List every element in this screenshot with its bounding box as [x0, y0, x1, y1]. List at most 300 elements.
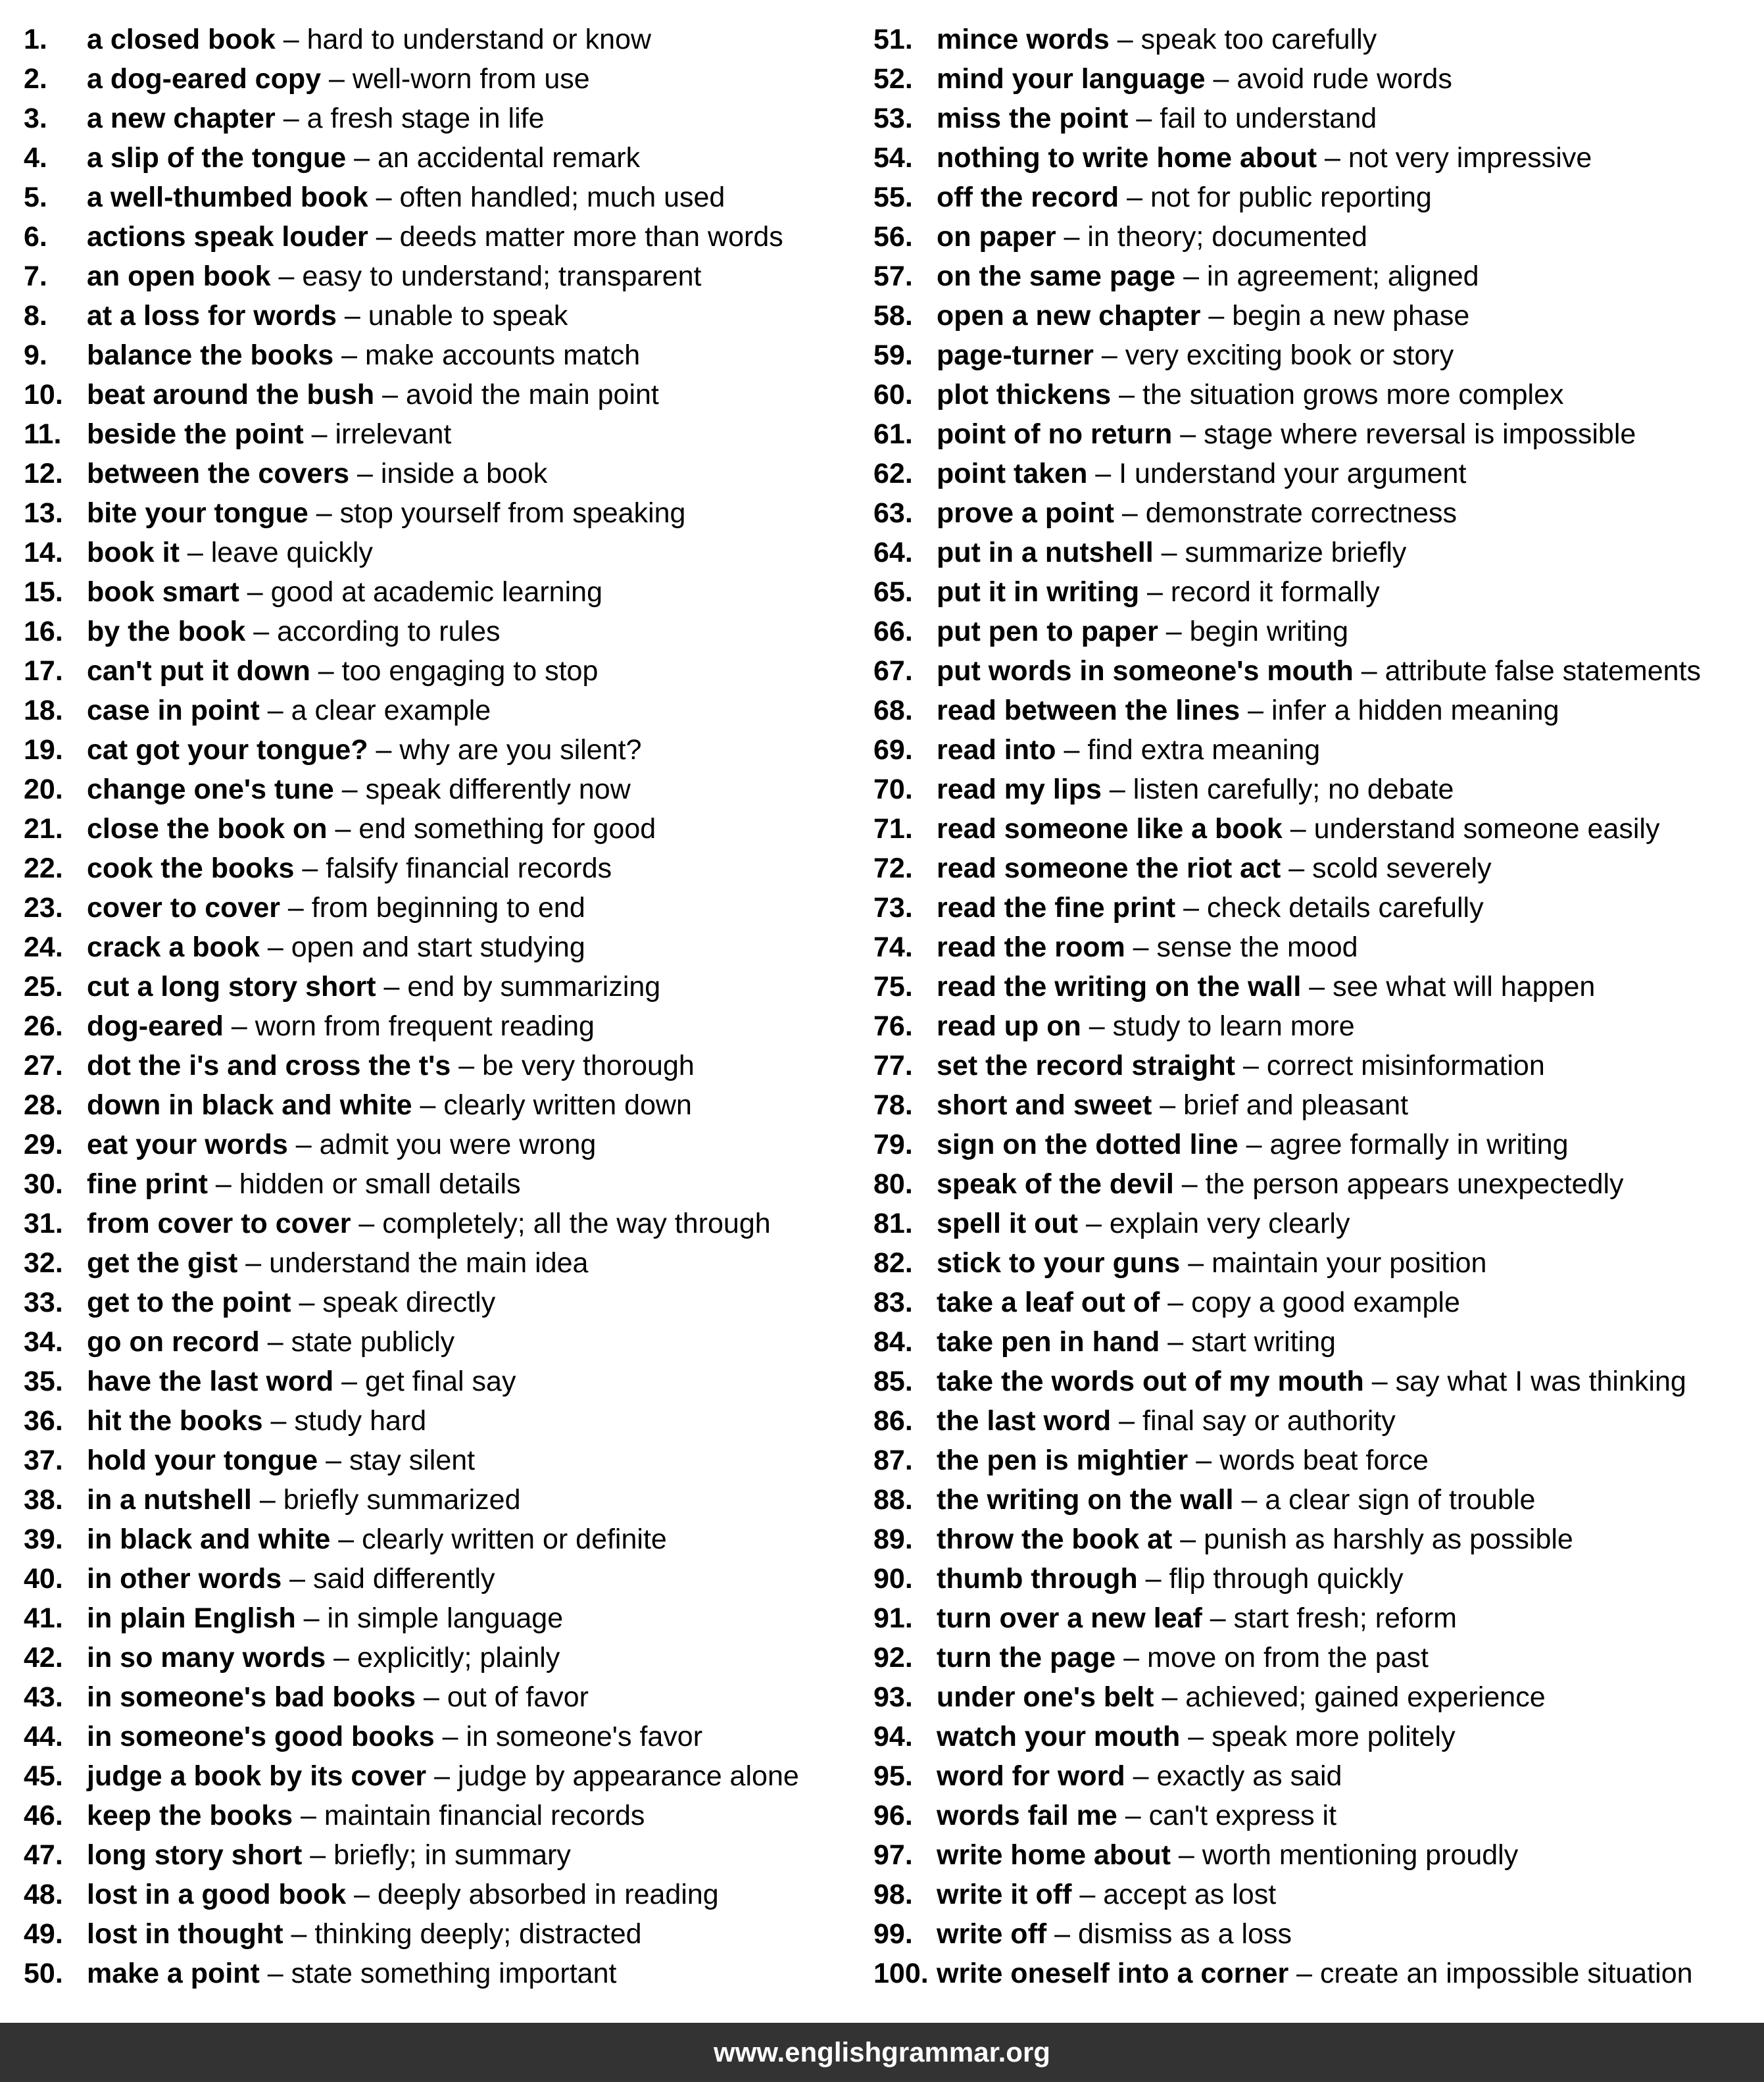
entry-number: 9. — [24, 339, 47, 371]
entry-text — [87, 1401, 426, 1441]
dash-separator: – — [262, 1405, 295, 1437]
idiom-meaning: inside a book — [380, 458, 548, 489]
entry-number: 19. — [24, 734, 63, 766]
idiom-phrase: crack a book — [87, 931, 260, 963]
entry-text — [87, 651, 598, 691]
entry-number: 29. — [24, 1129, 63, 1160]
idiom-meaning: according to rules — [277, 616, 501, 647]
idiom-phrase: dot the i's and cross the t's — [87, 1050, 451, 1081]
dash-separator: – — [326, 1642, 358, 1673]
idiom-phrase: nothing to write home about — [937, 142, 1317, 174]
idiom-meaning: well-worn from use — [352, 63, 590, 95]
idiom-meaning: be very thorough — [482, 1050, 695, 1081]
entry-text — [87, 1085, 692, 1125]
idiom-phrase: read my lips — [937, 774, 1102, 805]
dash-separator: – — [1317, 142, 1348, 174]
idiom-phrase: have the last word — [87, 1366, 334, 1397]
idiom-phrase: read someone the riot act — [937, 853, 1281, 884]
entry-number: 50. — [24, 1958, 63, 1989]
entry-text — [87, 572, 602, 612]
dash-separator: – — [1115, 1642, 1148, 1673]
idiom-phrase: cut a long story short — [87, 971, 376, 1003]
dash-separator: – — [1119, 182, 1150, 213]
entry-text — [87, 217, 783, 257]
dash-separator: – — [259, 931, 291, 963]
entry-text — [937, 572, 1380, 612]
dash-separator: – — [351, 1208, 383, 1239]
dash-separator: – — [245, 616, 278, 647]
entry-text — [87, 1875, 719, 1914]
idiom-entry — [873, 1204, 1758, 1243]
idiom-phrase: watch your mouth — [937, 1721, 1181, 1752]
idiom-phrase: take pen in hand — [937, 1326, 1160, 1358]
idiom-entry — [873, 1875, 1758, 1914]
entry-text — [937, 1756, 1342, 1796]
dash-separator: – — [251, 1484, 283, 1516]
dash-separator: – — [1172, 418, 1204, 450]
entry-number: 45. — [24, 1760, 63, 1792]
entry-number: 35. — [24, 1366, 63, 1397]
entry-number: 18. — [24, 695, 63, 726]
entry-number: 2. — [24, 63, 47, 95]
dash-separator: – — [349, 458, 381, 489]
entry-text — [87, 138, 640, 178]
entry-number: 64. — [873, 537, 913, 568]
dash-separator: – — [1111, 1405, 1143, 1437]
entry-number: 52. — [873, 63, 913, 95]
idiom-meaning: correct misinformation — [1266, 1050, 1545, 1081]
idiom-meaning: clearly written down — [443, 1089, 692, 1121]
entry-text — [87, 99, 545, 138]
idiom-entry — [873, 1362, 1758, 1401]
idiom-phrase: point of no return — [937, 418, 1173, 450]
idiom-phrase: lost in thought — [87, 1918, 283, 1950]
entry-number: 12. — [24, 458, 63, 489]
entry-text — [937, 1638, 1429, 1677]
entry-number: 44. — [24, 1721, 63, 1752]
entry-text — [87, 1914, 642, 1954]
dash-separator: – — [1078, 1208, 1110, 1239]
entry-number: 77. — [873, 1050, 913, 1081]
idiom-phrase: beat around the bush — [87, 379, 375, 410]
idiom-meaning: explicitly; plainly — [357, 1642, 560, 1673]
idiom-meaning: dismiss as a loss — [1078, 1918, 1292, 1950]
idiom-entry — [24, 809, 866, 849]
entry-text — [87, 770, 631, 809]
entry-text — [87, 1164, 521, 1204]
idiom-entry — [24, 414, 866, 454]
idiom-phrase: in other words — [87, 1563, 282, 1595]
entry-text — [87, 1441, 475, 1480]
dash-separator: – — [259, 1958, 291, 1989]
dash-separator: – — [333, 1366, 365, 1397]
dash-separator: – — [1125, 1760, 1157, 1792]
idiom-meaning: maintain financial records — [324, 1800, 645, 1831]
entry-text — [87, 20, 651, 59]
idiom-phrase: under one's belt — [937, 1681, 1154, 1713]
dash-separator: – — [1353, 655, 1385, 687]
dash-separator: – — [434, 1721, 466, 1752]
idiom-entry — [873, 888, 1758, 928]
entry-text — [87, 1362, 516, 1401]
idiom-entry — [24, 1204, 866, 1243]
entry-text — [87, 1835, 571, 1875]
footer-bar — [0, 2023, 1764, 2082]
idiom-phrase: eat your words — [87, 1129, 288, 1160]
entry-text — [937, 967, 1595, 1006]
entry-number: 100. — [873, 1958, 929, 1989]
idiom-meaning: a fresh stage in life — [306, 103, 545, 134]
entry-text — [87, 1756, 799, 1796]
idiom-meaning: very exciting book or story — [1125, 339, 1454, 371]
idiom-phrase: get to the point — [87, 1287, 291, 1318]
idiom-phrase: change one's tune — [87, 774, 334, 805]
dash-separator: – — [374, 379, 406, 410]
idiom-phrase: actions speak louder — [87, 221, 368, 253]
idiom-phrase: the writing on the wall — [937, 1484, 1234, 1516]
idiom-phrase: bite your tongue — [87, 497, 308, 529]
idiom-entry — [24, 572, 866, 612]
entry-number: 86. — [873, 1405, 913, 1437]
idiom-phrase: read the fine print — [937, 892, 1176, 924]
entry-text — [87, 296, 568, 335]
entry-number: 96. — [873, 1800, 913, 1831]
idiom-meaning: final say or authority — [1142, 1405, 1396, 1437]
entry-text — [937, 178, 1432, 217]
idiom-phrase: put in a nutshell — [937, 537, 1154, 568]
entry-text — [87, 1322, 454, 1362]
idiom-entry — [873, 414, 1758, 454]
idiom-phrase: in so many words — [87, 1642, 326, 1673]
entry-number: 13. — [24, 497, 63, 529]
idiom-meaning: avoid rude words — [1237, 63, 1452, 95]
idiom-entry — [24, 1796, 866, 1835]
dash-separator: – — [283, 1918, 315, 1950]
entry-text — [937, 1677, 1546, 1717]
idiom-entry — [24, 296, 866, 335]
entry-number: 27. — [24, 1050, 63, 1081]
idiom-phrase: write oneself into a corner — [937, 1958, 1289, 1989]
idiom-entry — [24, 1520, 866, 1559]
idiom-entry — [24, 730, 866, 770]
entry-text — [937, 770, 1454, 809]
idiom-meaning: begin a new phase — [1232, 300, 1470, 332]
idiom-entry — [873, 1638, 1758, 1677]
idiom-entry — [873, 1006, 1758, 1046]
entry-number: 47. — [24, 1839, 63, 1871]
idiom-phrase: word for word — [937, 1760, 1125, 1792]
idiom-meaning: study to learn more — [1112, 1010, 1355, 1042]
idiom-phrase: read up on — [937, 1010, 1081, 1042]
idiom-meaning: flip through quickly — [1169, 1563, 1404, 1595]
idiom-meaning: understand the main idea — [269, 1247, 589, 1279]
dash-separator: – — [1101, 774, 1133, 805]
dash-separator: – — [1160, 1287, 1192, 1318]
idiom-meaning: agree formally in writing — [1269, 1129, 1569, 1160]
dash-separator: – — [1235, 1050, 1267, 1081]
dash-separator: – — [346, 142, 378, 174]
entry-number: 7. — [24, 260, 47, 292]
entry-text — [87, 1638, 560, 1677]
entry-text — [937, 493, 1457, 533]
idiom-phrase: words fail me — [937, 1800, 1117, 1831]
idiom-meaning: a clear example — [291, 695, 491, 726]
dash-separator: – — [275, 24, 307, 55]
idiom-entry — [873, 1125, 1758, 1164]
idiom-phrase: mind your language — [937, 63, 1206, 95]
idiom-entry — [24, 1441, 866, 1480]
idiom-meaning: stage where reversal is impossible — [1204, 418, 1636, 450]
entry-number: 65. — [873, 576, 913, 608]
idiom-entry — [24, 1835, 866, 1875]
idiom-meaning: see what will happen — [1333, 971, 1596, 1003]
dash-separator: – — [1288, 1958, 1321, 1989]
entry-text — [937, 138, 1592, 178]
entry-number: 99. — [873, 1918, 913, 1950]
idiom-meaning: create an impossible situation — [1320, 1958, 1693, 1989]
idiom-entry — [24, 59, 866, 99]
idiom-phrase: get the gist — [87, 1247, 238, 1279]
idiom-entry — [873, 59, 1758, 99]
entry-number: 85. — [873, 1366, 913, 1397]
idiom-phrase: take the words out of my mouth — [937, 1366, 1364, 1397]
idiom-entry — [873, 572, 1758, 612]
dash-separator: – — [1175, 892, 1207, 924]
idiom-phrase: prove a point — [937, 497, 1114, 529]
entry-number: 81. — [873, 1208, 913, 1239]
idiom-meaning: make accounts match — [364, 339, 641, 371]
idiom-entry — [24, 1914, 866, 1954]
idiom-meaning: in theory; documented — [1087, 221, 1367, 253]
entry-text — [87, 849, 612, 888]
dash-separator: – — [321, 63, 353, 95]
entry-text — [937, 454, 1466, 493]
idiom-entry — [24, 1677, 866, 1717]
idiom-phrase: set the record straight — [937, 1050, 1235, 1081]
entry-number: 5. — [24, 182, 47, 213]
dash-separator: – — [1056, 221, 1088, 253]
dash-separator: – — [294, 853, 326, 884]
idiom-meaning: start fresh; reform — [1233, 1602, 1457, 1634]
idiom-phrase: at a loss for words — [87, 300, 337, 332]
dash-separator: – — [1154, 1681, 1186, 1713]
idiom-phrase: book smart — [87, 576, 239, 608]
idiom-meaning: punish as harshly as possible — [1204, 1524, 1573, 1555]
idiom-meaning: deeply absorbed in reading — [377, 1879, 719, 1910]
idiom-entry — [24, 1599, 866, 1638]
entry-text — [87, 1954, 616, 1993]
idiom-meaning: falsify financial records — [326, 853, 612, 884]
idiom-entry — [873, 1954, 1758, 1993]
idiom-phrase: an open book — [87, 260, 271, 292]
entry-number: 88. — [873, 1484, 913, 1516]
entry-text — [87, 1283, 495, 1322]
idiom-meaning: open and start studying — [291, 931, 585, 963]
idiom-phrase: read the room — [937, 931, 1125, 963]
dash-separator: – — [310, 655, 342, 687]
entry-number: 69. — [873, 734, 913, 766]
idiom-phrase: cat got your tongue? — [87, 734, 368, 766]
entry-text — [87, 1046, 695, 1085]
dash-separator: – — [259, 695, 291, 726]
entry-text — [937, 849, 1492, 888]
idiom-entry — [873, 928, 1758, 967]
idiom-meaning: begin writing — [1189, 616, 1349, 647]
entry-text — [937, 1322, 1336, 1362]
entry-number: 70. — [873, 774, 913, 805]
entry-text — [87, 730, 642, 770]
entry-text — [937, 1717, 1456, 1756]
entry-number: 42. — [24, 1642, 63, 1673]
idiom-phrase: a closed book — [87, 24, 276, 55]
idiom-phrase: stick to your guns — [937, 1247, 1181, 1279]
entry-text — [87, 1559, 495, 1599]
idiom-entry — [24, 178, 866, 217]
idiom-entry — [873, 1085, 1758, 1125]
entry-number: 68. — [873, 695, 913, 726]
idiom-phrase: judge a book by its cover — [87, 1760, 427, 1792]
idiom-list-right-column — [873, 20, 1758, 1993]
entry-text — [937, 1204, 1350, 1243]
idiom-meaning: in someone's favor — [466, 1721, 703, 1752]
entry-number: 91. — [873, 1602, 913, 1634]
idiom-entry — [24, 849, 866, 888]
idiom-phrase: plot thickens — [937, 379, 1112, 410]
idiom-meaning: maintain your position — [1212, 1247, 1487, 1279]
entry-text — [87, 375, 659, 414]
idiom-phrase: hold your tongue — [87, 1445, 318, 1476]
idiom-entry — [873, 1520, 1758, 1559]
entry-number: 58. — [873, 300, 913, 332]
idiom-phrase: read someone like a book — [937, 813, 1283, 845]
entry-number: 95. — [873, 1760, 913, 1792]
idiom-phrase: on paper — [937, 221, 1056, 253]
dash-separator: – — [1240, 695, 1272, 726]
entry-number: 79. — [873, 1129, 913, 1160]
idiom-entry — [873, 1677, 1758, 1717]
idiom-entry — [873, 1717, 1758, 1756]
dash-separator: – — [1081, 1010, 1113, 1042]
dash-separator: – — [1160, 1326, 1192, 1358]
entry-text — [87, 493, 685, 533]
entry-text — [937, 1401, 1396, 1441]
dash-separator: – — [259, 1326, 291, 1358]
idiom-phrase: a new chapter — [87, 103, 276, 134]
idiom-meaning: move on from the past — [1147, 1642, 1429, 1673]
idiom-entry — [873, 809, 1758, 849]
idiom-phrase: read between the lines — [937, 695, 1240, 726]
idiom-phrase: turn over a new leaf — [937, 1602, 1202, 1634]
idiom-meaning: worth mentioning proudly — [1202, 1839, 1519, 1871]
dash-separator: – — [223, 1010, 255, 1042]
entry-text — [87, 1006, 595, 1046]
entry-text — [87, 1717, 702, 1756]
idiom-meaning: a clear sign of trouble — [1265, 1484, 1536, 1516]
idiom-meaning: an accidental remark — [377, 142, 641, 174]
entry-number: 25. — [24, 971, 63, 1003]
footer-url[interactable]: www.englishgrammar.org — [714, 2037, 1050, 2068]
entry-number: 51. — [873, 24, 913, 55]
idiom-meaning: infer a hidden meaning — [1271, 695, 1559, 726]
idiom-entry — [873, 730, 1758, 770]
entry-number: 37. — [24, 1445, 63, 1476]
dash-separator: – — [1238, 1129, 1270, 1160]
dash-separator: – — [330, 1524, 362, 1555]
idiom-meaning: briefly; in summary — [333, 1839, 571, 1871]
idiom-entry — [24, 888, 866, 928]
idiom-meaning: achieved; gained experience — [1185, 1681, 1546, 1713]
entry-text — [87, 967, 660, 1006]
entry-number: 28. — [24, 1089, 63, 1121]
idiom-meaning: irrelevant — [335, 418, 452, 450]
entry-number: 87. — [873, 1445, 913, 1476]
idiom-meaning: not very impressive — [1348, 142, 1592, 174]
dash-separator: – — [270, 260, 303, 292]
entry-number: 14. — [24, 537, 63, 568]
idiom-entry — [24, 967, 866, 1006]
dash-separator: – — [239, 576, 271, 608]
idiom-entry — [873, 612, 1758, 651]
entry-number: 32. — [24, 1247, 63, 1279]
idiom-entry — [873, 770, 1758, 809]
idiom-meaning: avoid the main point — [406, 379, 659, 410]
idiom-meaning: can't express it — [1148, 1800, 1337, 1831]
entry-text — [937, 1480, 1535, 1520]
entry-number: 62. — [873, 458, 913, 489]
entry-text — [937, 1914, 1292, 1954]
entry-text — [87, 454, 547, 493]
entry-number: 61. — [873, 418, 913, 450]
dash-separator: – — [318, 1445, 349, 1476]
entry-text — [937, 1164, 1624, 1204]
idiom-entry — [873, 1401, 1758, 1441]
dash-separator: – — [291, 1287, 323, 1318]
idiom-meaning: speak more politely — [1212, 1721, 1456, 1752]
idiom-entry — [873, 1559, 1758, 1599]
idiom-entry — [873, 1243, 1758, 1283]
entry-number: 41. — [24, 1602, 63, 1634]
idiom-entry — [873, 1046, 1758, 1085]
dash-separator: – — [1200, 300, 1233, 332]
idiom-meaning: in agreement; aligned — [1207, 260, 1479, 292]
entry-number: 75. — [873, 971, 913, 1003]
entry-text — [937, 375, 1564, 414]
idiom-meaning: clearly written or definite — [362, 1524, 667, 1555]
idiom-phrase: throw the book at — [937, 1524, 1173, 1555]
dash-separator: – — [368, 734, 400, 766]
entry-text — [87, 612, 501, 651]
idiom-phrase: short and sweet — [937, 1089, 1152, 1121]
idiom-entry — [873, 1796, 1758, 1835]
entry-text — [937, 257, 1479, 296]
idiom-entry — [873, 493, 1758, 533]
idiom-phrase: case in point — [87, 695, 260, 726]
idiom-phrase: from cover to cover — [87, 1208, 351, 1239]
dash-separator: – — [1056, 734, 1088, 766]
entry-text — [87, 888, 585, 928]
idiom-entry — [24, 1362, 866, 1401]
entry-text — [87, 1520, 667, 1559]
entry-number: 36. — [24, 1405, 63, 1437]
idiom-meaning: speak too carefully — [1140, 24, 1377, 55]
entry-number: 84. — [873, 1326, 913, 1358]
entry-number: 54. — [873, 142, 913, 174]
dash-separator: – — [1173, 1168, 1206, 1200]
idiom-entry — [873, 1835, 1758, 1875]
dash-separator: – — [1137, 1563, 1169, 1595]
entry-text — [87, 1125, 596, 1164]
idiom-meaning: in simple language — [327, 1602, 564, 1634]
